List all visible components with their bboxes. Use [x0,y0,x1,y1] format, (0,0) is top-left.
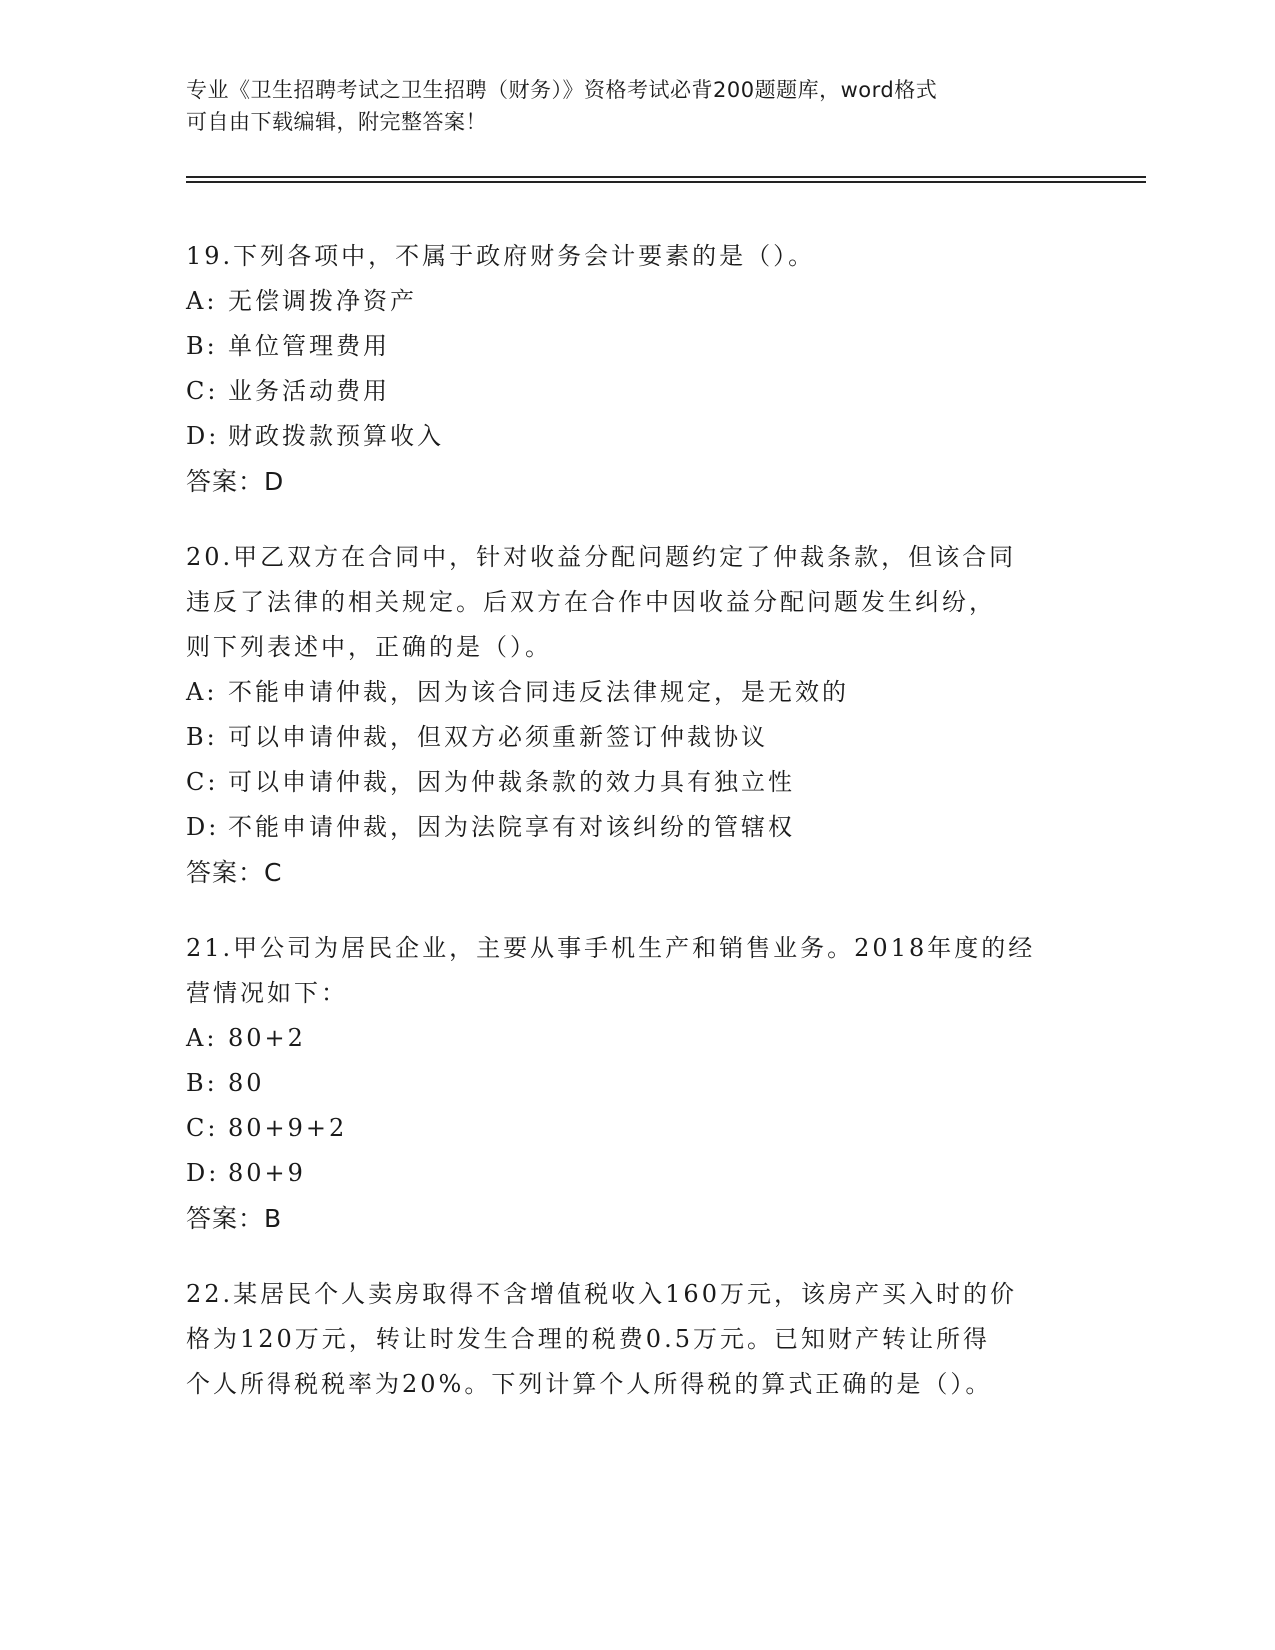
answer-line: 答案：B [186,1204,283,1233]
option-c [186,1106,1086,1151]
question-stem-line-2: 格为120万元，转让时发生合理的税费0.5万元。已知财产转让所得 [186,1325,990,1353]
option-key: A: [186,678,218,706]
option-key: A: [186,1024,218,1052]
option-text: 可以申请仲裁，但双方必须重新签订仲裁协议 [228,723,768,751]
option-text: 80 [228,1069,265,1097]
option-key: C: [186,377,219,405]
question-stem-line-3: 个人所得税税率为20%。下列计算个人所得税的算式正确的是（）。 [186,1370,993,1398]
question-stem-line-2: 营情况如下： [186,979,348,1007]
option-a [186,1016,1086,1061]
question-stem-line-2: 违反了法律的相关规定。后双方在合作中因收益分配问题发生纠纷， [186,588,996,616]
header-divider-bottom [186,181,1146,183]
option-key: D: [186,422,220,450]
question-stem-line-1: 22.某居民个人卖房取得不含增值税收入160万元，该房产买入时的价 [186,1280,1017,1308]
question-20 [186,535,1086,895]
question-stem-line-1: 20.甲乙双方在合同中，针对收益分配问题约定了仲裁条款，但该合同 [186,543,1017,571]
header-line-1: 专业《卫生招聘考试之卫生招聘（财务）》资格考试必背200题题库，word格式 [186,78,938,102]
question-stem: 19.下列各项中，不属于政府财务会计要素的是（）。 [186,242,816,270]
answer-line: 答案：D [186,467,285,496]
answer-line: 答案：C [186,858,283,887]
question-stem-line-3: 则下列表述中，正确的是（）。 [186,633,552,661]
question-21 [186,926,1086,1241]
option-key: B: [186,723,218,751]
option-key: D: [186,1159,220,1187]
option-d [186,1151,1086,1196]
option-text: 不能申请仲裁，因为法院享有对该纠纷的管辖权 [228,813,795,841]
option-text: 不能申请仲裁，因为该合同违反法律规定，是无效的 [228,678,849,706]
option-b [186,324,1086,369]
option-text: 业务活动费用 [228,377,390,405]
option-text: 80+2 [228,1024,306,1052]
option-key: D: [186,813,220,841]
option-key: A: [186,287,218,315]
question-22 [186,1272,1086,1407]
option-a [186,670,1086,715]
option-b [186,1061,1086,1106]
option-text: 无偿调拨净资产 [228,287,417,315]
question-19 [186,234,1086,504]
option-a [186,279,1086,324]
header-divider-top [186,176,1146,178]
document-header [186,74,1066,138]
option-text: 80+9 [228,1159,306,1187]
option-key: B: [186,1069,218,1097]
option-text: 80+9+2 [228,1114,348,1142]
option-key: C: [186,1114,219,1142]
option-c [186,369,1086,414]
option-text: 可以申请仲裁，因为仲裁条款的效力具有独立性 [228,768,795,796]
option-b [186,715,1086,760]
header-line-2: 可自由下载编辑，附完整答案！ [186,110,487,134]
option-c [186,760,1086,805]
option-key: B: [186,332,218,360]
option-text: 财政拨款预算收入 [228,422,444,450]
option-d [186,805,1086,850]
option-key: C: [186,768,219,796]
option-d [186,414,1086,459]
question-stem-line-1: 21.甲公司为居民企业，主要从事手机生产和销售业务。2018年度的经 [186,934,1036,962]
question-list [186,234,1086,1438]
option-text: 单位管理费用 [228,332,390,360]
